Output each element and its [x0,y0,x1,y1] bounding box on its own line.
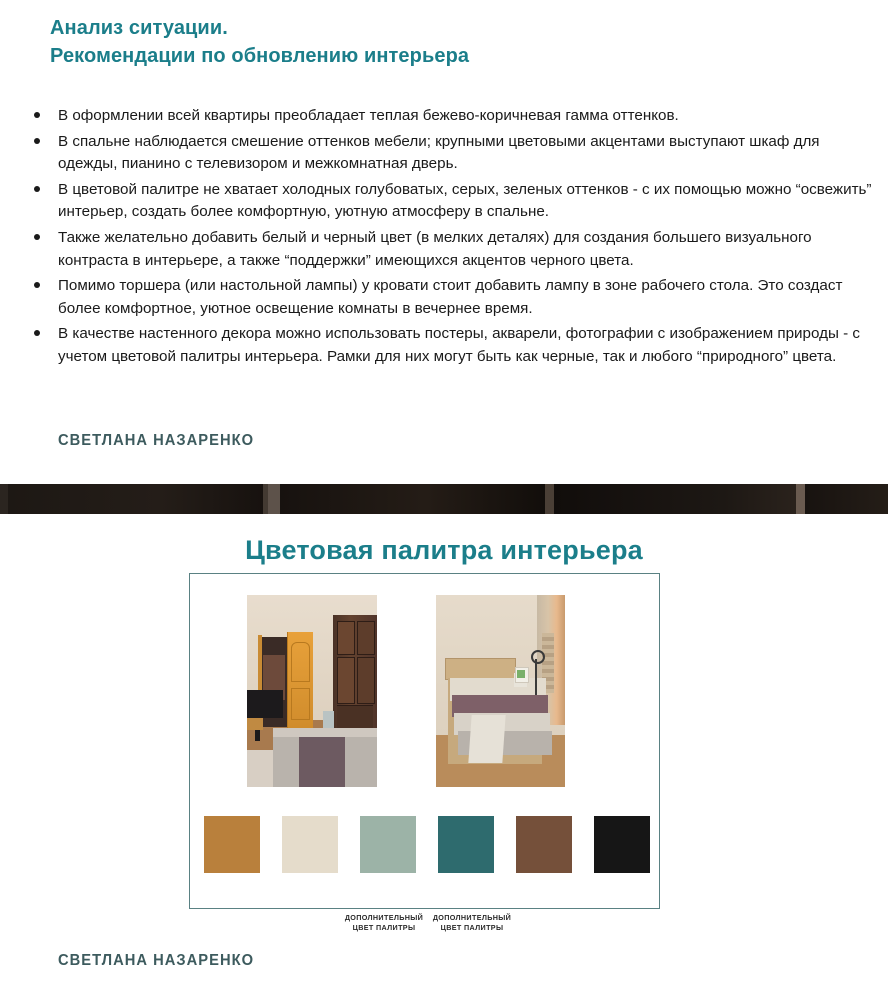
strip-segment [805,484,888,514]
recommendation-list [24,105,874,372]
bullet-dot-icon [34,282,40,288]
list-item-text: Также желательно добавить белый и черный цвет (в мелких деталях) для создания большего визуального контраста в интерьере, а также “поддержки” имеющихся акцентов черного цвета. [58,228,812,269]
list-item-text: В оформлении всей квартиры преобладает теплая бежево-коричневая гамма оттенков. [58,107,679,124]
list-item-text: Помимо торшера (или настольной лампы) у кровати стоит добавить лампу в зоне рабочего стола. Это создаст более комфортное, уютное освещение комнаты в вечернее время. [58,277,843,317]
photo-picture-art [517,670,525,678]
interior-photo-bed [436,595,565,787]
list-item [24,131,874,176]
interior-photo-door-wardrobe [247,595,377,787]
color-swatch-brown[interactable] [516,816,572,873]
list-item-text: В цветовой палитре не хватает холодных голубоватых, серых, зеленых оттенков - с их помощью можно “освежить” интерьер, создать более комфортную, уютную атмосферу в спальне. [58,180,872,221]
author-signature: СВЕТЛАНА НАЗАРЕНКО [58,432,255,449]
strip-segment [554,484,796,514]
photo-wardrobe-door [357,621,375,655]
photo-bed-fold [273,728,377,737]
bullet-dot-icon [34,186,40,192]
color-swatch-black[interactable] [594,816,650,873]
swatch-caption-line-1: ДОПОЛНИТЕЛЬНЫЙ [432,913,512,922]
slide-analysis [0,0,888,482]
swatch-caption-line-1: ДОПОЛНИТЕЛЬНЫЙ [344,913,424,922]
photo-floor-lamp-shade [531,650,545,664]
color-swatch-row [204,816,647,874]
photo-bed-blanket [299,731,345,787]
bullet-dot-icon [34,138,40,144]
photo-bin [323,711,334,728]
swatch-captions [189,913,660,943]
photo-wardrobe-door [337,621,355,655]
photo-stool [247,718,263,730]
color-swatch-ochre[interactable] [204,816,260,873]
author-signature: СВЕТЛАНА НАЗАРЕНКО [58,952,255,969]
color-swatch-cream[interactable] [282,816,338,873]
page-title-line-2: Рекомендации по обновлению интерьера [50,45,470,67]
palette-frame [189,573,660,909]
swatch-caption-line-2: ЦВЕТ ПАЛИТРЫ [352,923,416,932]
color-swatch-sage[interactable] [360,816,416,873]
bullet-dot-icon [34,112,40,118]
list-item [24,179,874,224]
bullet-dot-icon [34,234,40,240]
swatch-caption-line-2: ЦВЕТ ПАЛИТРЫ [440,923,504,932]
strip-segment [8,484,263,514]
slide-divider-strip [0,484,888,514]
photo-door-panel-top [291,642,310,682]
strip-segment [545,484,554,514]
strip-segment [796,484,805,514]
list-item [24,105,874,128]
strip-segment [268,484,280,514]
page-title-line-1: Анализ ситуации. [50,17,228,39]
photo-floor-lamp-stand [535,659,537,695]
list-item [24,227,874,272]
photo-piano [247,690,283,718]
strip-segment [0,484,8,514]
photo-throw [468,715,505,763]
photo-headboard [445,658,516,680]
list-item [24,275,874,320]
palette-title: Цветовая палитра интерьера [245,535,643,565]
page-title [50,14,840,70]
photo-wardrobe-door [357,657,375,704]
strip-segment [280,484,545,514]
list-item-text: В спальне наблюдается смешение оттенков мебели; крупными цветовыми акцентами выступают шкаф для одежды, пианино с телевизором и межкомнатная дверь. [58,132,820,173]
list-item [24,323,874,368]
photo-door-panel-bottom [291,688,310,720]
photo-wardrobe-door [337,657,355,704]
slide-color-palette [0,514,888,990]
photo-wardrobe-drawers [337,705,373,728]
list-item-text: В качестве настенного декора можно использовать постеры, акварели, фотографии с изображением природы - с учетом цветовой палитры интерьера. Рамки для них могут быть как черные, так и любого “природного” цвета. [58,325,860,365]
swatch-caption [417,913,527,933]
color-swatch-teal[interactable] [438,816,494,873]
bullet-dot-icon [34,330,40,336]
